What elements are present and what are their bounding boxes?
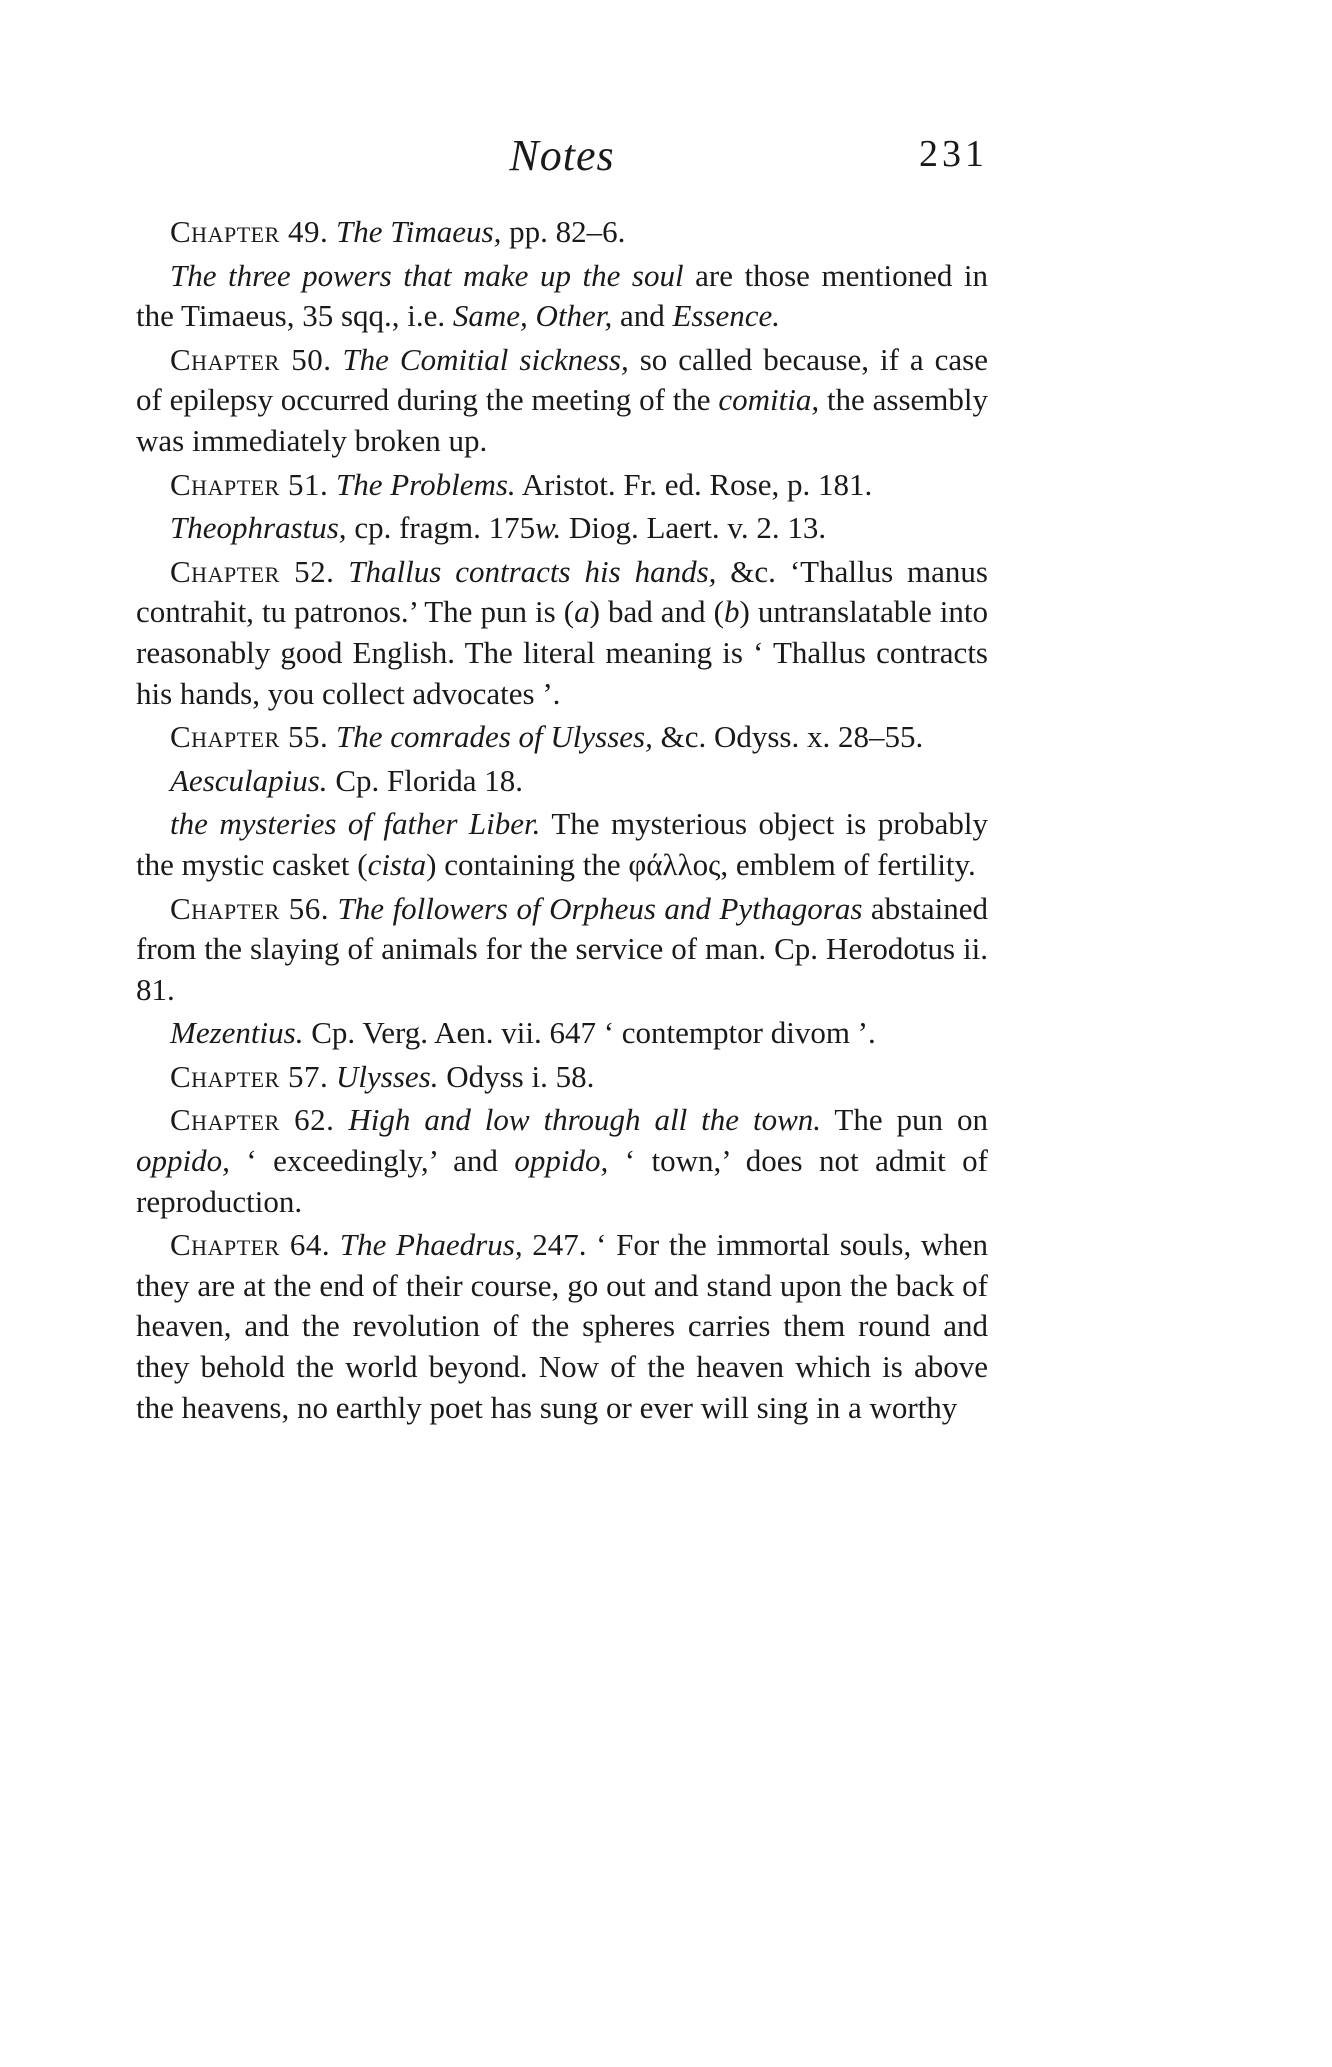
lemma: Same, Other,: [452, 298, 613, 334]
note-paragraph: [136, 804, 988, 885]
note-text: ) containing the φάλλος, emblem of fertility.: [426, 846, 976, 882]
lemma: comitia,: [718, 382, 820, 418]
lemma: The three powers that make up the soul: [170, 257, 684, 293]
note-text: pp. 82–6.: [501, 214, 626, 249]
note-paragraph: [136, 552, 988, 714]
note-text: so called because, if a case of epilepsy occurred during the meeting of the: [136, 341, 988, 418]
lemma: The followers of Orpheus and Pythagoras: [337, 890, 863, 926]
note-text: ‘ exceedingly,’ and: [229, 1143, 515, 1179]
note-paragraph: [136, 717, 988, 758]
lemma: the mysteries of father Liber.: [170, 806, 541, 842]
lemma: Thallus contracts his hands,: [348, 553, 717, 589]
note-text: Diog. Laert. v. 2. 13.: [561, 510, 827, 546]
lemma: oppido,: [136, 1143, 230, 1179]
note-text: The mysterious object is probably the mystic casket (: [136, 806, 988, 882]
running-title: Notes: [509, 131, 615, 180]
chapter-heading: Chapter 52.: [170, 553, 335, 589]
lemma: The Timaeus,: [336, 214, 502, 249]
note-text: the assembly was immediately broken up.: [136, 382, 989, 458]
note-paragraph: [136, 1100, 988, 1222]
note-text: Cp. Florida 18.: [327, 762, 524, 798]
note-text: &c. ‘Thallus manus contrahit, tu patronos.’ The pun is (: [136, 553, 988, 630]
running-head: [136, 120, 988, 212]
note-paragraph: [136, 1057, 988, 1098]
chapter-heading: Chapter 64.: [170, 1227, 331, 1263]
lemma: Aesculapius.: [170, 762, 328, 798]
lemma: High and low through all the town.: [348, 1102, 822, 1138]
lemma: The Phaedrus,: [339, 1227, 523, 1263]
note-paragraph: [136, 889, 988, 1011]
chapter-heading: Chapter 49.: [170, 214, 329, 249]
note-text: Odyss i. 58.: [438, 1058, 595, 1094]
lemma: The comrades of Ulysses,: [336, 719, 653, 755]
note-paragraph: [136, 256, 988, 337]
note-text: cp. fragm. 175: [346, 510, 536, 546]
book-page: [136, 120, 988, 1431]
lemma: Ulysses.: [336, 1058, 439, 1094]
chapter-heading: Chapter 50.: [170, 341, 332, 377]
note-paragraph: [136, 465, 988, 506]
lemma: oppido,: [514, 1143, 609, 1179]
note-text: 247. ‘ For the immortal souls, when they are at the end of their course, go out and stand upon the back of heaven, and the revolution of the spheres carries them round and they behold the world beyond. Now of the heaven which is above the heavens, no earthly poet has sung or ever will sing in a worthy: [136, 1227, 989, 1425]
chapter-heading: Chapter 62.: [170, 1102, 335, 1138]
note-text: are those mentioned in the Timaeus, 35 sqq., i.e.: [136, 257, 988, 334]
note-text: ‘ town,’ does not admit of reproduction.: [136, 1143, 988, 1219]
note-paragraph: [136, 1013, 988, 1054]
note-text: ) bad and (: [589, 594, 724, 630]
note-text: and: [612, 298, 673, 334]
notes-body: [136, 212, 988, 1428]
note-text: ) untranslatable into reasonably good English. The literal meaning is ‘ Thallus contracts his hands, you collect advocates ’.: [136, 594, 988, 711]
lemma: a: [574, 594, 590, 630]
note-paragraph: [136, 761, 988, 802]
note-paragraph: [136, 340, 988, 462]
note-text: Cp. Verg. Aen. vii. 647 ‘ contemptor divom ’.: [303, 1015, 876, 1051]
lemma: cista: [367, 846, 427, 882]
chapter-heading: Chapter 55.: [170, 719, 329, 755]
note-paragraph: [136, 212, 988, 253]
page-number: 231: [919, 133, 988, 175]
lemma: The Problems.: [336, 466, 516, 502]
chapter-heading: Chapter 56.: [170, 890, 330, 926]
chapter-heading: Chapter 57.: [170, 1058, 329, 1094]
lemma: Mezentius.: [170, 1015, 304, 1051]
lemma: The Comitial sickness,: [342, 341, 629, 377]
lemma: b: [723, 594, 740, 630]
lemma: w.: [535, 510, 562, 546]
note-paragraph: [136, 1225, 988, 1428]
lemma: Essence.: [672, 298, 781, 334]
note-text: The pun on: [821, 1102, 989, 1138]
note-paragraph: [136, 508, 988, 549]
note-text: &c. Odyss. x. 28–55.: [652, 719, 924, 755]
chapter-heading: Chapter 51.: [170, 466, 329, 502]
note-text: Aristot. Fr. ed. Rose, p. 181.: [515, 466, 873, 502]
lemma: Theophrastus,: [170, 510, 347, 546]
note-text: abstained from the slaying of animals for the service of man. Cp. Herodotus ii. 81.: [136, 890, 988, 1007]
